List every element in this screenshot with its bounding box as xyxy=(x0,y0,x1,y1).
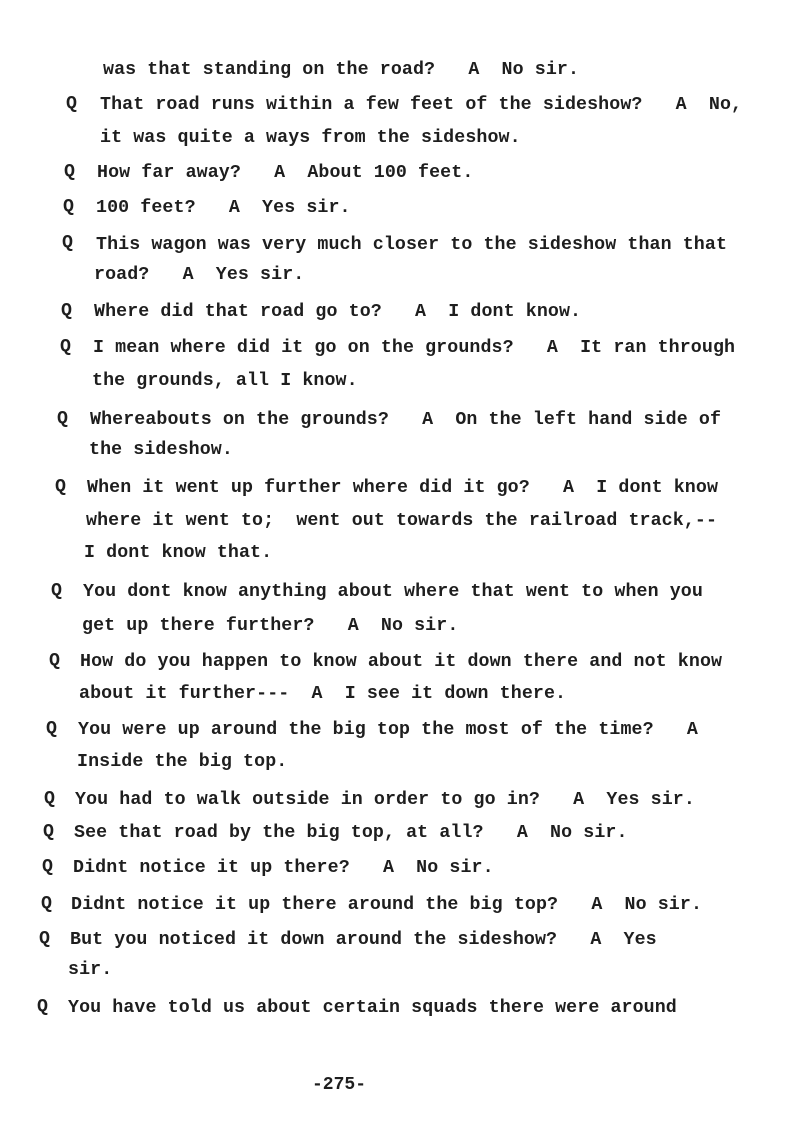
page-number: -275- xyxy=(312,1075,367,1095)
question-marker: Q xyxy=(61,301,72,321)
transcript-line: Inside the big top. xyxy=(77,752,288,772)
question-marker: Q xyxy=(44,789,55,809)
transcript-line: Didnt notice it up there around the big top? A No sir. xyxy=(71,895,703,915)
transcript-line: get up there further? A No sir. xyxy=(82,616,459,636)
question-marker: Q xyxy=(49,651,60,671)
question-marker: Q xyxy=(66,94,77,114)
question-marker: Q xyxy=(60,337,71,357)
question-marker: Q xyxy=(41,894,52,914)
question-marker: Q xyxy=(57,409,68,429)
transcript-line: See that road by the big top, at all? A No sir. xyxy=(74,823,628,843)
transcript-line: How far away? A About 100 feet. xyxy=(97,163,474,183)
question-marker: Q xyxy=(43,822,54,842)
transcript-line: You dont know anything about where that went to when you xyxy=(83,582,703,602)
transcript-line: was that standing on the road? A No sir. xyxy=(103,60,580,80)
question-marker: Q xyxy=(64,162,75,182)
transcript-line: Where did that road go to? A I dont know. xyxy=(94,302,582,322)
transcript-line: You were up around the big top the most of the time? A xyxy=(78,720,698,740)
transcript-line: road? A Yes sir. xyxy=(94,265,305,285)
transcript-line: Didnt notice it up there? A No sir. xyxy=(73,858,494,878)
transcript-line: Whereabouts on the grounds? A On the left hand side of xyxy=(90,410,722,430)
transcript-line: 100 feet? A Yes sir. xyxy=(96,198,351,218)
transcript-line: about it further--- A I see it down there. xyxy=(79,684,567,704)
transcript-line: You had to walk outside in order to go in? A Yes sir. xyxy=(75,790,695,810)
transcript-line: That road runs within a few feet of the sideshow? A No, xyxy=(100,95,743,115)
transcript-line: How do you happen to know about it down there and not know xyxy=(80,652,723,672)
transcript-line: I dont know that. xyxy=(84,543,273,563)
transcript-line: When it went up further where did it go? A I dont know xyxy=(87,478,719,498)
question-marker: Q xyxy=(39,929,50,949)
transcript-line: the sideshow. xyxy=(89,440,233,460)
transcript-line: You have told us about certain squads there were around xyxy=(68,998,677,1018)
question-marker: Q xyxy=(51,581,62,601)
transcript-line: the grounds, all I know. xyxy=(92,371,358,391)
question-marker: Q xyxy=(63,197,74,217)
question-marker: Q xyxy=(37,997,48,1017)
question-marker: Q xyxy=(55,477,66,497)
question-marker: Q xyxy=(42,857,53,877)
transcript-line: I mean where did it go on the grounds? A It ran through xyxy=(93,338,736,358)
transcript-line: This wagon was very much closer to the sideshow than that xyxy=(96,235,728,255)
transcript-line: sir. xyxy=(68,960,113,980)
transcript-line: where it went to; went out towards the railroad track,-- xyxy=(86,511,718,531)
question-marker: Q xyxy=(62,233,73,253)
question-marker: Q xyxy=(46,719,57,739)
transcript-line: But you noticed it down around the sideshow? A Yes xyxy=(70,930,657,950)
transcript-line: it was quite a ways from the sideshow. xyxy=(100,128,521,148)
